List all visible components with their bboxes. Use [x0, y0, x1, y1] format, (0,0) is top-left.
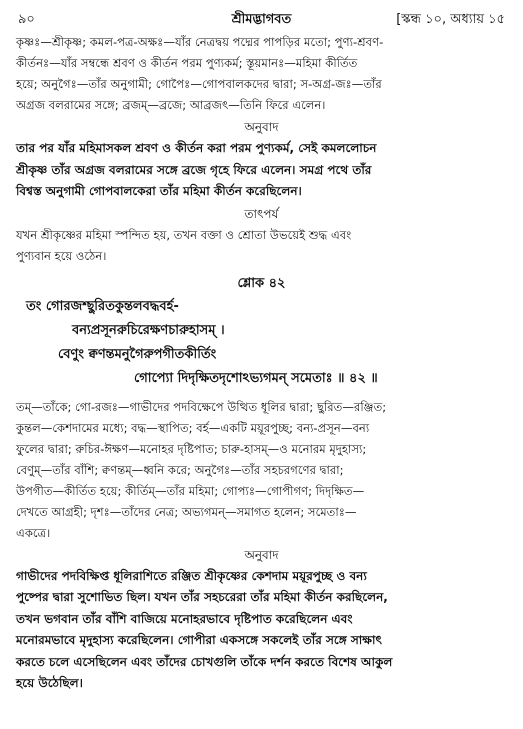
translation-line: পুষ্পের দ্বারা সুশোভিত ছিল। যখন তাঁর সহচরেরা তাঁর মহিমা কীর্তন করছিলেন,	[16, 590, 388, 604]
translation-line: করতে চলে এসেছিলেন এবং তাঁদের চোখগুলি তাঁকে দর্শন করতে বিশেষ আকুল	[16, 654, 393, 669]
page-number: ৯০	[18, 12, 35, 27]
translation-line: তখন ভগবান তাঁর বাঁশি বাজিয়ে মনোহরভাবে দৃষ্টিপাত করেছিলেন এবং	[16, 611, 353, 626]
synonyms-42	[16, 397, 507, 544]
verse-line: তং গোরজশ্ছুরিতকুন্তলবদ্ধবর্হ-	[26, 298, 179, 314]
translation-line: মনোরমভাবে মৃদুহাস্য করেছিলেন। গোপীরা একসঙ্গে সকলেই তাঁর সঙ্গে সাক্ষাৎ	[16, 633, 382, 647]
synonyms-41	[16, 32, 507, 116]
canto-chapter-label: [স্কন্ধ ১০, অধ্যায় ১৫	[396, 12, 505, 27]
verse-42	[16, 295, 507, 391]
synonym-line: বেণুম্—তাঁর বাঁশি; ক্বণন্তম্—ধ্বনি করে; অনুগৈঃ—তাঁর সহচরগণের দ্বারা;	[16, 462, 344, 477]
synonym-line: কুন্তল—কেশদামের মধ্যে; বদ্ধ—স্থাপিত; বর্হ—একটি ময়ূরপুচ্ছ; বন্য-প্রসূন—বন্য	[16, 420, 370, 435]
translation-heading: অনুবাদ	[244, 120, 279, 134]
purport-heading: তাৎপর্য	[244, 206, 279, 221]
translation-heading: অনুবাদ	[244, 547, 279, 562]
synonym-line: ফুলের দ্বারা; রুচির-ঈক্ষণ—মনোহর দৃষ্টিপাত; চারু-হাসম্—ও মনোরম মৃদুহাস্য;	[16, 441, 367, 456]
translation-line: গাভীদের পদবিক্ষিপ্ত ধূলিরাশিতে রঞ্জিত শ্রীকৃষ্ণের কেশদাম ময়ূরপুচ্ছ ও বন্য	[16, 568, 367, 583]
purport-line: যখন শ্রীকৃষ্ণের মহিমা স্পন্দিত হয়, তখন বক্তা ও শ্রোতা উভয়েই শুদ্ধ এবং	[16, 227, 352, 242]
translation-line: তার পর যাঁর মহিমাসকল শ্রবণ ও কীর্তন করা পরম পুণ্যকর্ম, সেই কমললোচন	[16, 141, 377, 155]
shloka-title: শ্লোক ৪২	[237, 275, 286, 291]
translation-line: বিশ্বস্ত অনুগামী গোপবালকেরা তাঁর মহিমা কীর্তন করেছিলেন।	[16, 184, 302, 198]
verse-line: বেণুং ক্বণন্তমনুগৈরুপগীতকীর্তিং	[58, 346, 217, 362]
synonym-line: অগ্রজ বলরামের সঙ্গে; ব্রজম্—ব্রজে; আব্রজৎ—তিনি ফিরে এলেন।	[16, 98, 326, 112]
synonym-line: উপগীত—কীর্তিত হয়ে; কীর্তিম্—তাঁর মহিমা; গোপ্যঃ—গোপীগণ; দিদৃক্ষিত—	[16, 483, 365, 498]
translation-41	[16, 138, 507, 203]
synonym-line: একত্রে।	[16, 525, 51, 540]
synonym-line: হয়ে; অনুগৈঃ—তাঁর অনুগামী; গোপৈঃ—গোপবালকদের দ্বারা; স-অগ্র-জঃ—তাঁর	[16, 77, 382, 91]
synonym-line: কৃষ্ণঃ—শ্রীকৃষ্ণ; কমল-পত্র-অক্ষঃ—যাঁর নেত্রদ্বয় পদ্মের পাপড়ির মতো; পুণ্য-শ্রবণ-	[16, 35, 384, 49]
translation-line: হয়ে উঠেছিল।	[16, 676, 83, 690]
translation-line: শ্রীকৃষ্ণ তাঁর অগ্রজ বলরামের সঙ্গে ব্রজে গৃহে ফিরে এলেন। সমগ্র পথে তাঁর	[16, 162, 372, 177]
purport-line: পুণ্যবান হয়ে ওঠেন।	[16, 248, 107, 263]
synonym-line: তম্—তাঁকে; গো-রজঃ—গাভীদের পদবিক্ষেপে উত্থিত ধূলির দ্বারা; ছুরিত—রঞ্জিত;	[16, 399, 387, 414]
purport-41	[16, 225, 507, 267]
translation-42	[16, 566, 507, 695]
synonym-line: কীর্তনঃ—যাঁর সম্বন্ধে শ্রবণ ও কীর্তন পরম পুণ্যকর্ম; স্তূয়মানঃ—মহিমা কীর্তিত	[16, 56, 358, 70]
synonym-line: দেখতে আগ্রহী; দৃশঃ—তাঁদের নেত্র; অভ্যগমন্—সমাগত হলেন; সমেতাঃ—	[16, 504, 357, 519]
verse-line: বন্যপ্রসূনরুচিরেক্ষণচারুহাসম্ ।	[72, 322, 225, 338]
book-title: শ্রীমদ্ভাগবত	[231, 12, 292, 27]
page-header	[16, 4, 507, 32]
verse-line: গোপ্যো দিদৃক্ষিতদৃশোঽভ্যগমন্ সমেতাঃ ॥ ৪২ ॥	[134, 370, 378, 386]
